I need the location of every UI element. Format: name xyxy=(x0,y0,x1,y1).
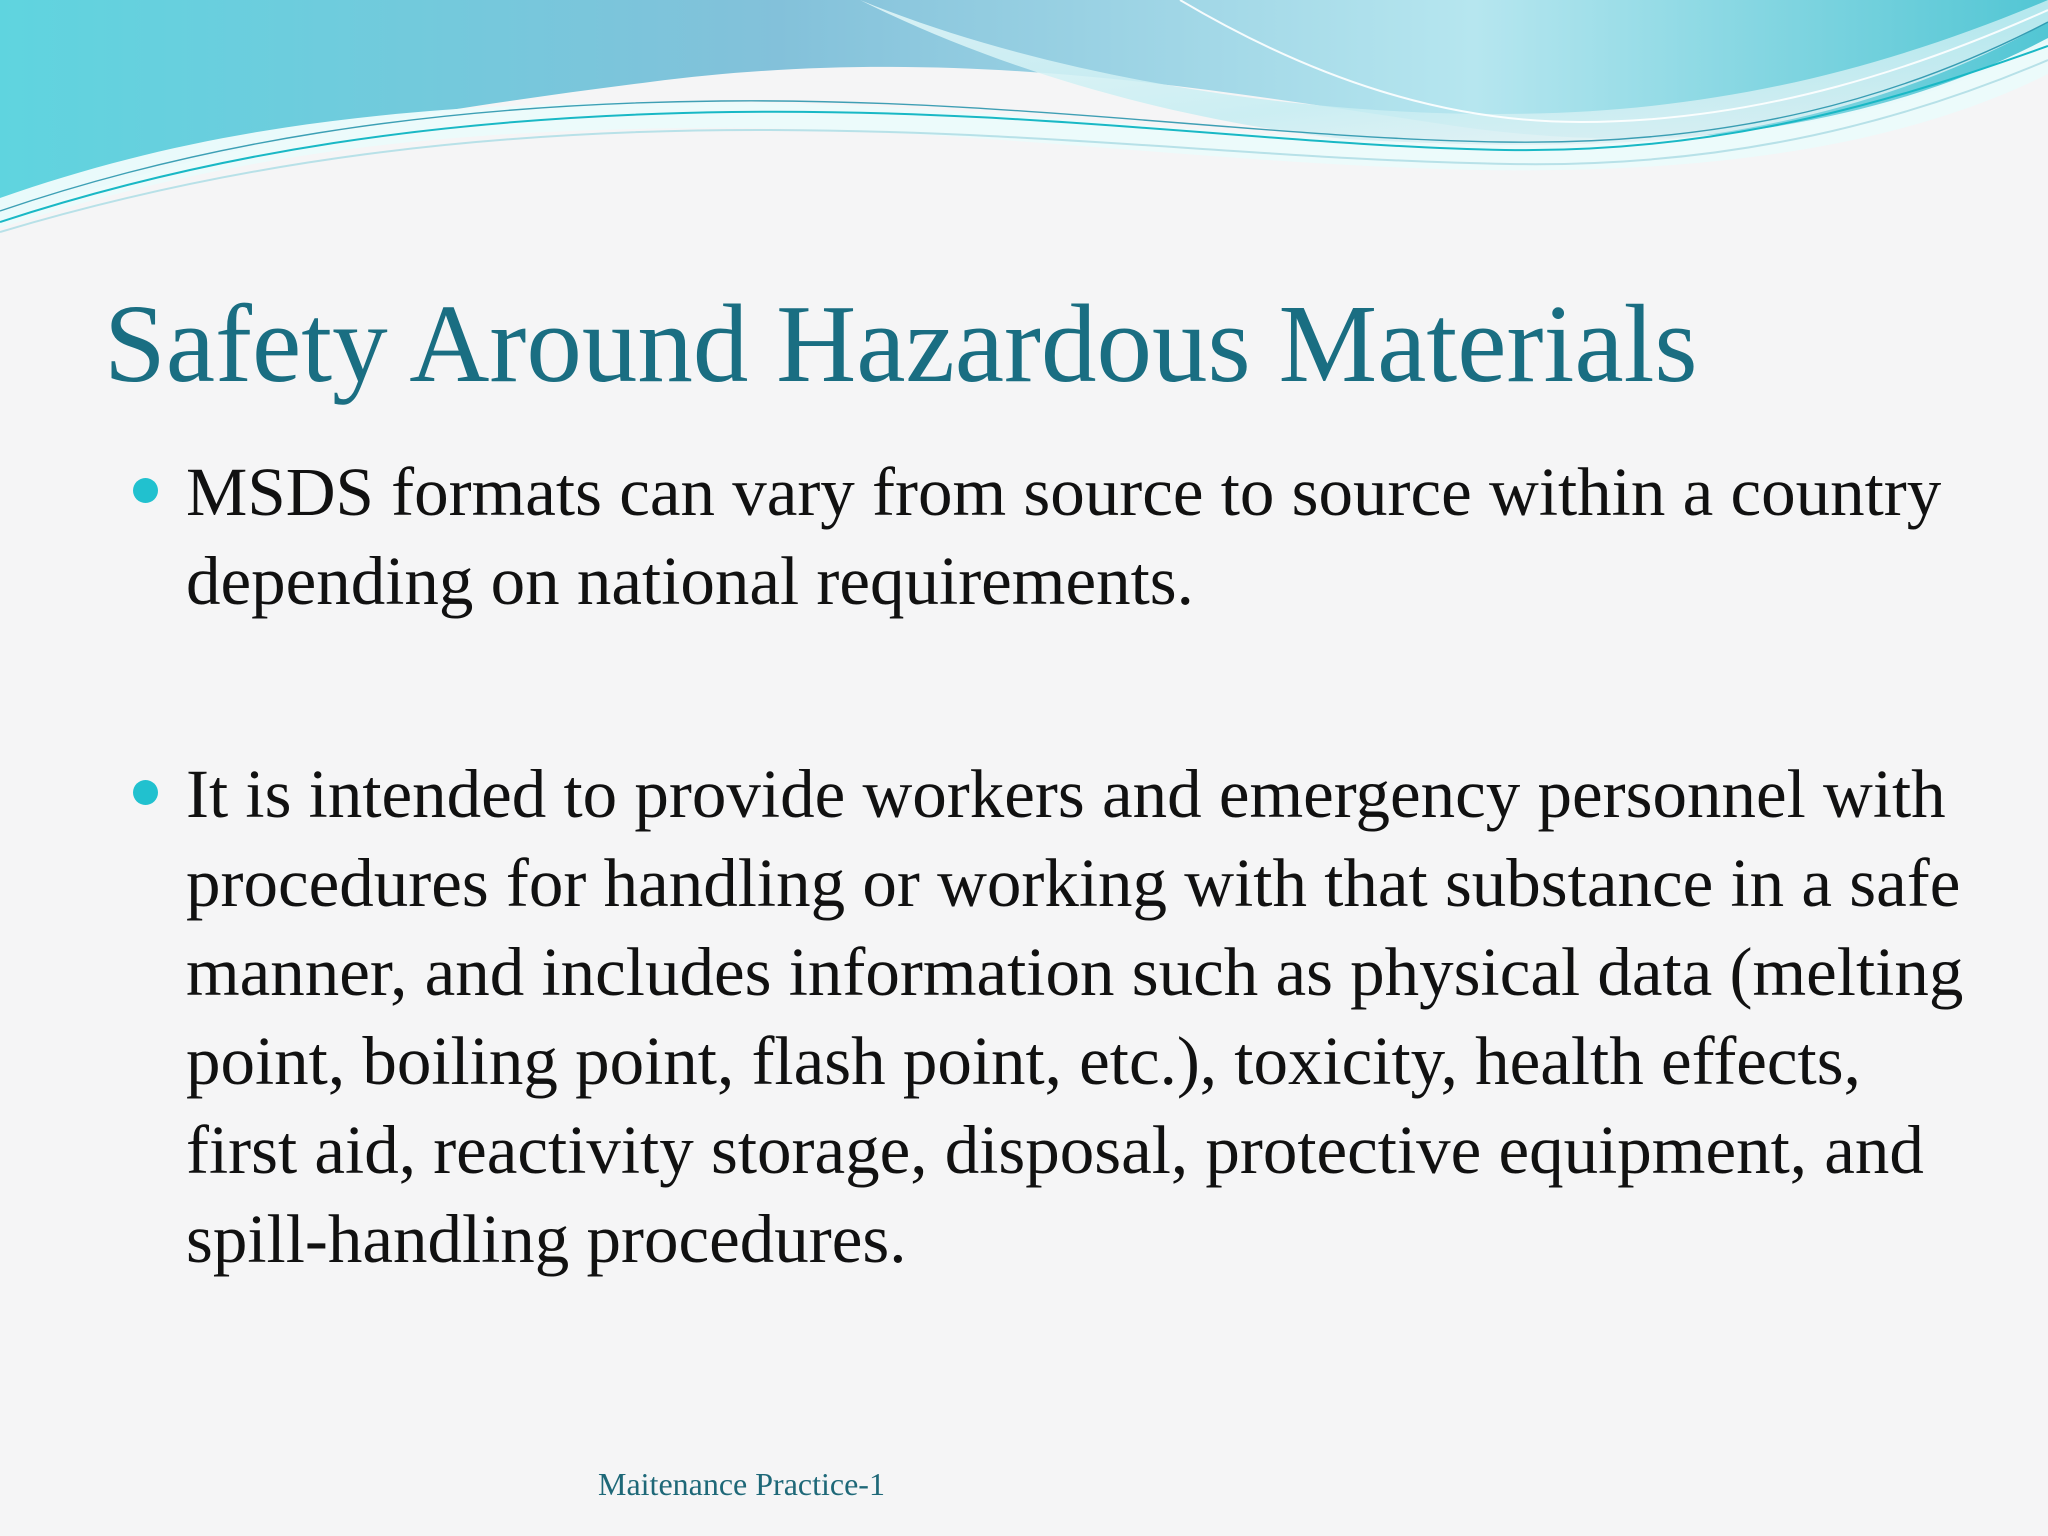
bullet-icon xyxy=(133,780,158,805)
bullet-item-intended-purpose xyxy=(128,750,1968,1284)
slide-footer: Maitenance Practice-1 xyxy=(598,1466,885,1502)
bullet-text: It is intended to provide workers and emergency personnel with procedures for handling or working with that substance in a safe manner, and includes information such as physical data (melting point, boiling point, flash point, etc.), toxicity, health effects, first aid, reactivity storage, disposal, protective equipment, and spill-handling procedures. xyxy=(186,756,1964,1277)
decorative-wave-header xyxy=(0,0,2048,250)
bullet-icon xyxy=(133,478,158,503)
bullet-text: MSDS formats can vary from source to source within a country depending on national requirements. xyxy=(186,454,1942,619)
bullet-item-msds-formats xyxy=(128,448,1968,626)
slide-title: Safety Around Hazardous Materials xyxy=(104,283,1698,406)
bullet-list xyxy=(128,448,1968,1284)
